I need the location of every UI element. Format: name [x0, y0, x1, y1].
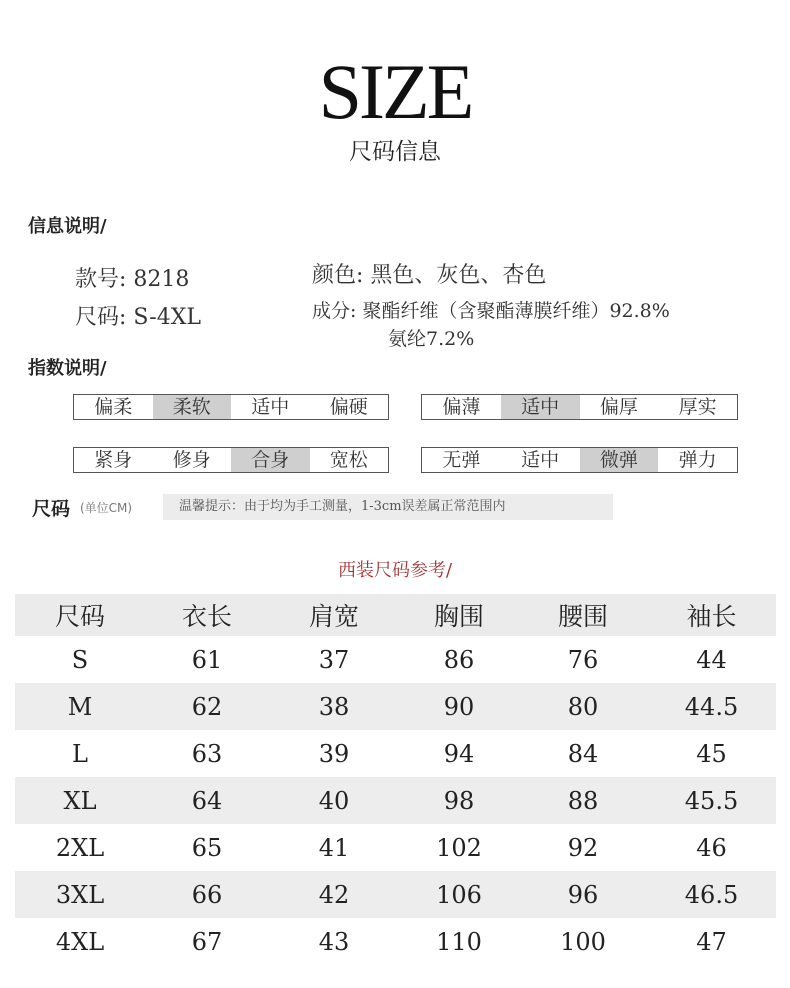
table-cell: 94 — [443, 739, 475, 768]
fit-option: 修身 — [172, 449, 211, 471]
table-cell: 47 — [696, 927, 727, 956]
colors-info: 颜色: 黑色、灰色、杏色 — [312, 263, 547, 288]
table-cell: XL — [63, 786, 97, 815]
table-cell: 42 — [318, 880, 350, 909]
table-cell: 96 — [567, 880, 599, 909]
table-cell: 86 — [443, 645, 475, 674]
table-row — [15, 683, 776, 730]
index-heading: 指数说明/ — [28, 358, 107, 379]
table-cell: 88 — [567, 786, 599, 815]
table-cell: 80 — [567, 692, 599, 721]
softness-option: 柔软 — [153, 395, 232, 419]
table-cell: 38 — [318, 692, 350, 721]
fit-option: 紧身 — [94, 449, 133, 471]
table-cell: L — [72, 739, 88, 768]
table-cell: 44.5 — [684, 692, 739, 721]
table-cell: 40 — [318, 786, 350, 815]
fit-scale — [73, 447, 389, 473]
table-row — [15, 636, 776, 683]
header-cell: 胸围 — [433, 602, 484, 631]
table-cell: 45 — [696, 739, 727, 768]
header-cell: 袖长 — [686, 602, 737, 631]
table-cell: 98 — [443, 786, 475, 815]
header-cell: 衣长 — [181, 602, 232, 631]
table-cell: 62 — [191, 692, 223, 721]
elasticity-option: 微弹 — [580, 448, 659, 472]
composition-line-1: 成分: 聚酯纤维（含聚酯薄膜纤维）92.8% — [312, 300, 670, 322]
table-cell: 44 — [696, 645, 727, 674]
table-cell: 64 — [191, 786, 223, 815]
table-cell: S — [71, 645, 89, 674]
table-cell: 2XL — [55, 833, 105, 862]
size-title: SIZE — [318, 48, 472, 135]
size-subtitle: 尺码信息 — [349, 139, 441, 165]
table-cell: 67 — [191, 927, 223, 956]
header-cell: 肩宽 — [308, 602, 359, 631]
table-cell: 46 — [696, 833, 727, 862]
table-cell: 41 — [318, 833, 350, 862]
style-number: 款号: 8218 — [75, 267, 190, 292]
table-row — [15, 918, 776, 965]
table-cell: 110 — [436, 927, 482, 956]
size-table — [15, 594, 776, 965]
table-row — [15, 871, 776, 918]
table-row — [15, 777, 776, 824]
table-cell: 84 — [567, 739, 599, 768]
table-cell: 66 — [191, 880, 223, 909]
table-cell: 92 — [567, 833, 599, 862]
table-cell: M — [67, 692, 93, 721]
elasticity-scale — [421, 447, 738, 473]
elasticity-option: 弹力 — [678, 449, 717, 471]
softness-option: 偏柔 — [94, 396, 133, 418]
softness-option: 适中 — [251, 396, 290, 418]
elasticity-option: 无弹 — [442, 449, 481, 471]
table-cell: 46.5 — [684, 880, 739, 909]
unit-label: (单位CM) — [80, 501, 133, 515]
table-cell: 39 — [318, 739, 350, 768]
table-cell: 102 — [436, 833, 482, 862]
table-cell: 61 — [191, 645, 223, 674]
table-cell: 90 — [443, 692, 475, 721]
table-cell: 63 — [191, 739, 223, 768]
table-row — [15, 824, 776, 871]
elasticity-option: 适中 — [521, 449, 560, 471]
thickness-option: 适中 — [501, 395, 580, 419]
measurement-tip: 温馨提示：由于均为手工测量，1-3cm误差属正常范围内 — [163, 494, 613, 520]
softness-option: 偏硬 — [329, 396, 368, 418]
table-cell: 76 — [567, 645, 599, 674]
table-cell: 4XL — [55, 927, 105, 956]
table-cell: 3XL — [55, 880, 105, 909]
thickness-scale — [421, 394, 738, 420]
table-cell: 65 — [191, 833, 223, 862]
size-range: 尺码: S-4XL — [75, 305, 201, 330]
table-cell: 37 — [318, 645, 350, 674]
composition-line-2: 氨纶7.2% — [388, 328, 475, 350]
info-heading: 信息说明/ — [28, 216, 107, 237]
table-row — [15, 730, 776, 777]
thickness-option: 偏薄 — [442, 396, 481, 418]
softness-scale — [73, 394, 389, 420]
size-label: 尺码 — [32, 498, 71, 520]
fit-option: 宽松 — [329, 449, 368, 471]
table-cell: 100 — [560, 927, 606, 956]
thickness-option: 偏厚 — [599, 396, 638, 418]
fit-option: 合身 — [231, 448, 310, 472]
header-cell: 腰围 — [557, 602, 608, 631]
table-cell: 43 — [318, 927, 350, 956]
table-cell: 45.5 — [684, 786, 739, 815]
table-header-row — [15, 594, 776, 636]
size-table-title: 西装尺码参考/ — [337, 560, 453, 581]
table-cell: 106 — [436, 880, 482, 909]
header-cell: 尺码 — [54, 602, 105, 631]
thickness-option: 厚实 — [678, 396, 717, 418]
